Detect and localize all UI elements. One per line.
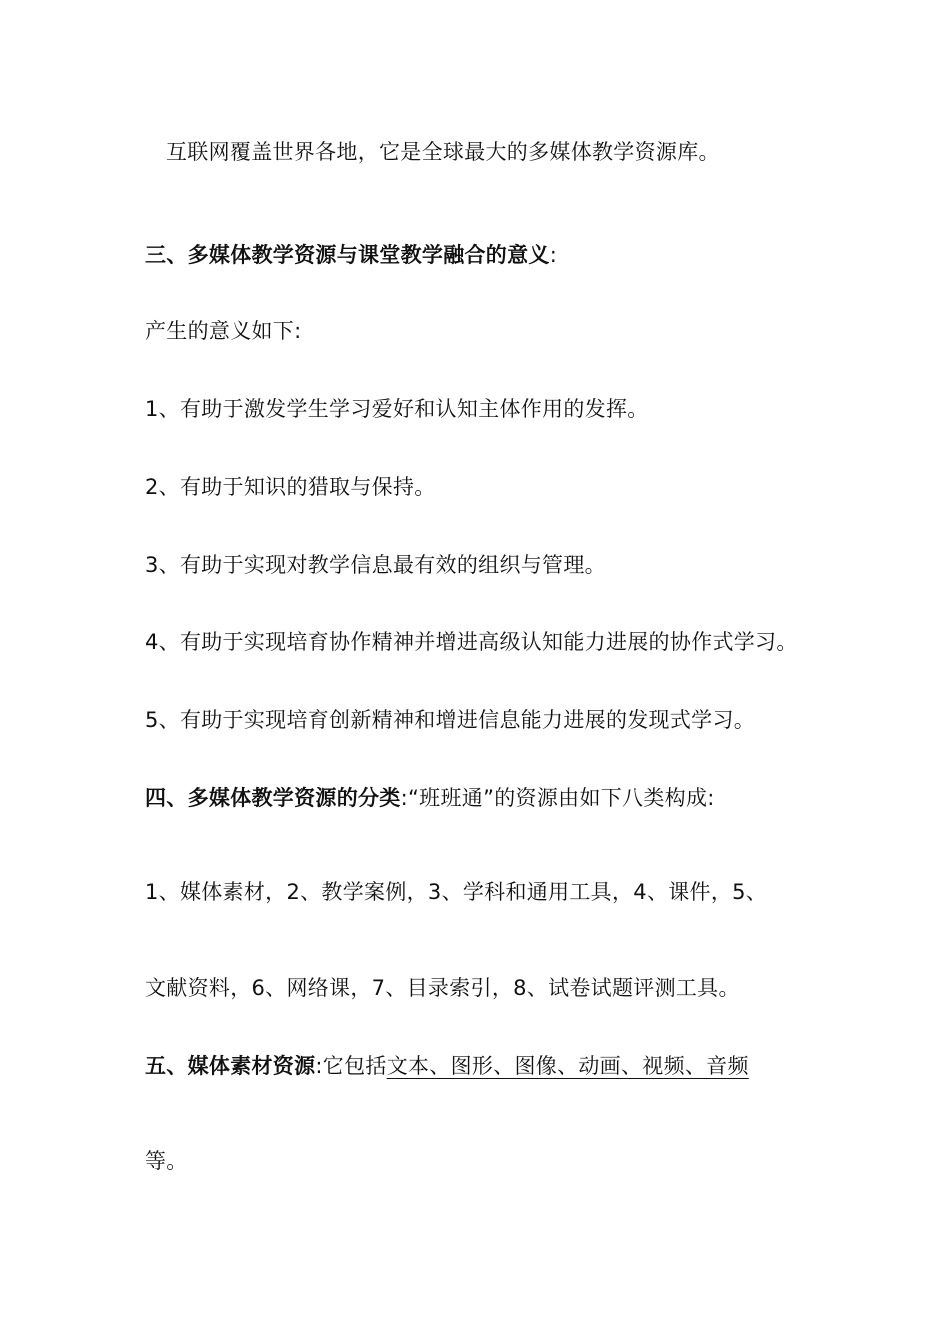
section-3-heading-colon: : <box>549 243 558 267</box>
section-3-heading: 三、多媒体教学资源与课堂教学融合的意义 <box>145 243 550 267</box>
list-item: 2、有助于知识的猎取与保持。 <box>145 475 436 499</box>
section-5-heading-line <box>145 1051 749 1081</box>
section-5-underlined-text: 文本、图形、图像、动画、视频、音频 <box>386 1054 749 1078</box>
intro-paragraph: 互联网覆盖世界各地，它是全球最大的多媒体教学资源库。 <box>166 140 720 164</box>
list-item: 3、有助于实现对教学信息最有效的组织与管理。 <box>145 553 606 577</box>
section-3-heading-line <box>145 240 557 270</box>
section-5-heading: 五、媒体素材资源 <box>145 1054 316 1078</box>
list-item: 1、有助于激发学生学习爱好和认知主体作用的发挥。 <box>145 397 649 421</box>
section-4-heading: 四、多媒体教学资源的分类 <box>145 786 401 810</box>
list-item: 5、有助于实现培育创新精神和增进信息能力进展的发现式学习。 <box>145 708 756 732</box>
section-4-text: :“班班通”的资源由如下八类构成: <box>400 786 715 810</box>
section-4-list-line-1: 1、媒体素材，2、教学案例，3、学科和通用工具，4、课件，5、 <box>145 880 768 904</box>
section-5-continuation: 等。 <box>145 1149 188 1173</box>
list-item: 4、有助于实现培育协作精神并增进高级认知能力进展的协作式学习。 <box>145 630 798 654</box>
section-4-list-line-2: 文献资料，6、网络课，7、目录索引，8、试卷试题评测工具。 <box>145 976 740 1000</box>
section-3-lead: 产生的意义如下: <box>145 319 302 343</box>
section-5-text: :它包括 <box>315 1054 387 1078</box>
section-4-heading-line <box>145 783 715 813</box>
